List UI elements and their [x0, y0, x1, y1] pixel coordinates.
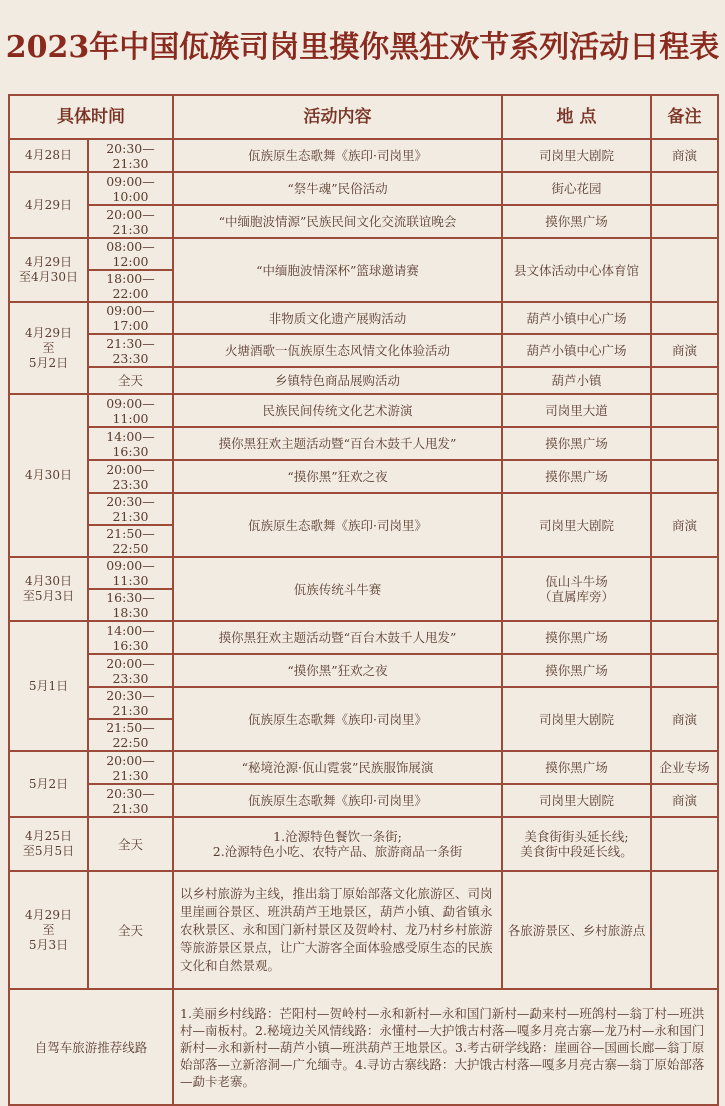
activity-cell: “摸你黑”狂欢之夜 [173, 460, 502, 493]
header-note: 备注 [651, 95, 718, 139]
date-cell: 4月30日 [9, 394, 88, 557]
location-cell: 摸你黑广场 [502, 460, 651, 493]
location-cell: 各旅游景区、乡村旅游点 [502, 871, 651, 989]
activity-cell: 乡镇特色商品展购活动 [173, 367, 502, 394]
time-cell: 14:00—16:30 [88, 427, 173, 460]
activity-cell: 佤族原生态歌舞《族印·司岗里》 [173, 493, 502, 557]
time-cell: 09:00—17:00 [88, 302, 173, 334]
table-row [9, 172, 718, 205]
activity-cell: 摸你黑狂欢主题活动暨“百台木鼓千人甩发” [173, 427, 502, 460]
note-cell [651, 557, 718, 621]
location-cell: 佤山斗牛场 （直属库旁） [502, 557, 651, 621]
time-cell: 08:00—12:00 [88, 238, 173, 270]
activity-cell: “祭牛魂”民俗活动 [173, 172, 502, 205]
time-cell: 20:00—23:30 [88, 654, 173, 687]
header-row [9, 95, 718, 139]
table-row [9, 334, 718, 367]
location-cell: 司岗里大剧院 [502, 493, 651, 557]
location-cell: 摸你黑广场 [502, 205, 651, 238]
time-cell: 20:30—21:30 [88, 139, 173, 172]
activity-cell: 佤族原生态歌舞《族印·司岗里》 [173, 139, 502, 172]
table-row [9, 238, 718, 270]
location-cell: 摸你黑广场 [502, 654, 651, 687]
table-row [9, 394, 718, 427]
activity-cell: 火塘酒歌一佤族原生态风情文化体验活动 [173, 334, 502, 367]
header-activity: 活动内容 [173, 95, 502, 139]
time-cell: 18:00—22:00 [88, 270, 173, 302]
location-cell: 县文体活动中心体育馆 [502, 238, 651, 302]
activity-cell: “秘境沧源·佤山霓裳”民族服饰展演 [173, 751, 502, 784]
table-row [9, 460, 718, 493]
location-cell: 葫芦小镇中心广场 [502, 334, 651, 367]
header-location: 地 点 [502, 95, 651, 139]
location-cell: 街心花园 [502, 172, 651, 205]
table-row [9, 427, 718, 460]
note-cell: 商演 [651, 334, 718, 367]
time-cell: 全天 [88, 871, 173, 989]
date-cell: 4月29日 至4月30日 [9, 238, 88, 302]
table-row [9, 784, 718, 817]
activity-cell: 民族民间传统文化艺术游演 [173, 394, 502, 427]
location-cell: 司岗里大剧院 [502, 687, 651, 751]
date-cell: 4月30日 至5月3日 [9, 557, 88, 621]
route-label-cell: 自驾车旅游推荐线路 [9, 989, 173, 1105]
location-cell: 摸你黑广场 [502, 751, 651, 784]
table-row [9, 139, 718, 172]
date-cell: 4月29日 至 5月2日 [9, 302, 88, 394]
note-cell [651, 367, 718, 394]
note-cell [651, 238, 718, 302]
date-cell: 4月29日 [9, 172, 88, 238]
note-cell [651, 427, 718, 460]
table-row [9, 817, 718, 871]
time-cell: 全天 [88, 367, 173, 394]
time-cell: 09:00—11:30 [88, 557, 173, 589]
table-row [9, 751, 718, 784]
location-cell: 摸你黑广场 [502, 427, 651, 460]
table-row [9, 205, 718, 238]
activity-cell: 非物质文化遗产展购活动 [173, 302, 502, 334]
table-row [9, 367, 718, 394]
activity-cell: 佤族原生态歌舞《族印·司岗里》 [173, 687, 502, 751]
note-cell [651, 871, 718, 989]
note-cell: 商演 [651, 139, 718, 172]
time-cell: 09:00—11:00 [88, 394, 173, 427]
page-title: 2023年中国佤族司岗里摸你黑狂欢节系列活动日程表 [5, 30, 720, 65]
location-cell: 司岗里大剧院 [502, 784, 651, 817]
time-cell: 20:30—21:30 [88, 784, 173, 817]
note-cell [651, 460, 718, 493]
note-cell [651, 205, 718, 238]
schedule-table [8, 94, 719, 1106]
table-row [9, 687, 718, 719]
activity-cell: “中缅胞波情源”民族民间文化交流联谊晚会 [173, 205, 502, 238]
location-cell: 葫芦小镇 [502, 367, 651, 394]
header-time: 具体时间 [9, 95, 173, 139]
activity-cell: “摸你黑”狂欢之夜 [173, 654, 502, 687]
route-content-cell: 1.美丽乡村线路：芒阳村—贺岭村—永和新村—永和国门新村—勐来村—班鸽村—翁丁村—班洪村—南板村。2.秘境边关风情线路：永懂村—大护饿古村落—嘎多月亮古寨—龙乃村—永和国门新村—永和新村—葫芦小镇—班洪葫芦王地景区。3.考古研学线路：崖画谷—国画长廊—翁丁原始部落—立新溶洞—广允缅寺。4.寻访古寨线路：大护饿古村落—嘎多月亮古寨—翁丁原始部落—勐卡老寨。 [173, 989, 718, 1105]
time-cell: 20:30—21:30 [88, 687, 173, 719]
note-cell: 商演 [651, 784, 718, 817]
time-cell: 20:30—21:30 [88, 493, 173, 525]
table-row [9, 654, 718, 687]
location-cell: 司岗里大剧院 [502, 139, 651, 172]
note-cell [651, 621, 718, 654]
activity-cell: 佤族传统斗牛赛 [173, 557, 502, 621]
note-cell [651, 302, 718, 334]
time-cell: 16:30—18:30 [88, 589, 173, 621]
note-cell: 企业专场 [651, 751, 718, 784]
date-cell: 4月25日 至5月5日 [9, 817, 88, 871]
activity-cell: 摸你黑狂欢主题活动暨“百台木鼓千人甩发” [173, 621, 502, 654]
date-cell: 4月28日 [9, 139, 88, 172]
table-row [9, 493, 718, 525]
time-cell: 20:00—23:30 [88, 460, 173, 493]
time-cell: 21:50—22:50 [88, 525, 173, 557]
note-cell [651, 654, 718, 687]
time-cell: 21:50—22:50 [88, 719, 173, 751]
date-cell: 5月2日 [9, 751, 88, 817]
date-cell: 4月29日 至 5月3日 [9, 871, 88, 989]
table-row [9, 302, 718, 334]
activity-cell: 佤族原生态歌舞《族印·司岗里》 [173, 784, 502, 817]
note-cell: 商演 [651, 687, 718, 751]
time-cell: 21:30—23:30 [88, 334, 173, 367]
table-row [9, 621, 718, 654]
location-cell: 摸你黑广场 [502, 621, 651, 654]
activity-cell: 1.沧源特色餐饮一条街; 2.沧源特色小吃、农特产品、旅游商品一条街 [173, 817, 502, 871]
location-cell: 美食街街头延长线; 美食街中段延长线。 [502, 817, 651, 871]
time-cell: 09:00—10:00 [88, 172, 173, 205]
time-cell: 20:00—21:30 [88, 751, 173, 784]
time-cell: 全天 [88, 817, 173, 871]
note-cell: 商演 [651, 493, 718, 557]
note-cell [651, 817, 718, 871]
note-cell [651, 394, 718, 427]
time-cell: 20:00—21:30 [88, 205, 173, 238]
note-cell [651, 172, 718, 205]
activity-cell: 以乡村旅游为主线，推出翁丁原始部落文化旅游区、司岗里崖画谷景区、班洪葫芦王地景区，葫芦小镇、勐省镇永农秋景区、永和国门新村景区及贺岭村、龙乃村乡村旅游等旅游景区景点，让广大游客全面体验感受原生态的民族文化和自然景观。 [173, 871, 502, 989]
table-row [9, 557, 718, 589]
time-cell: 14:00—16:30 [88, 621, 173, 654]
location-cell: 葫芦小镇中心广场 [502, 302, 651, 334]
date-cell: 5月1日 [9, 621, 88, 751]
location-cell: 司岗里大道 [502, 394, 651, 427]
table-row [9, 871, 718, 989]
activity-cell: “中缅胞波情深杯”篮球邀请赛 [173, 238, 502, 302]
